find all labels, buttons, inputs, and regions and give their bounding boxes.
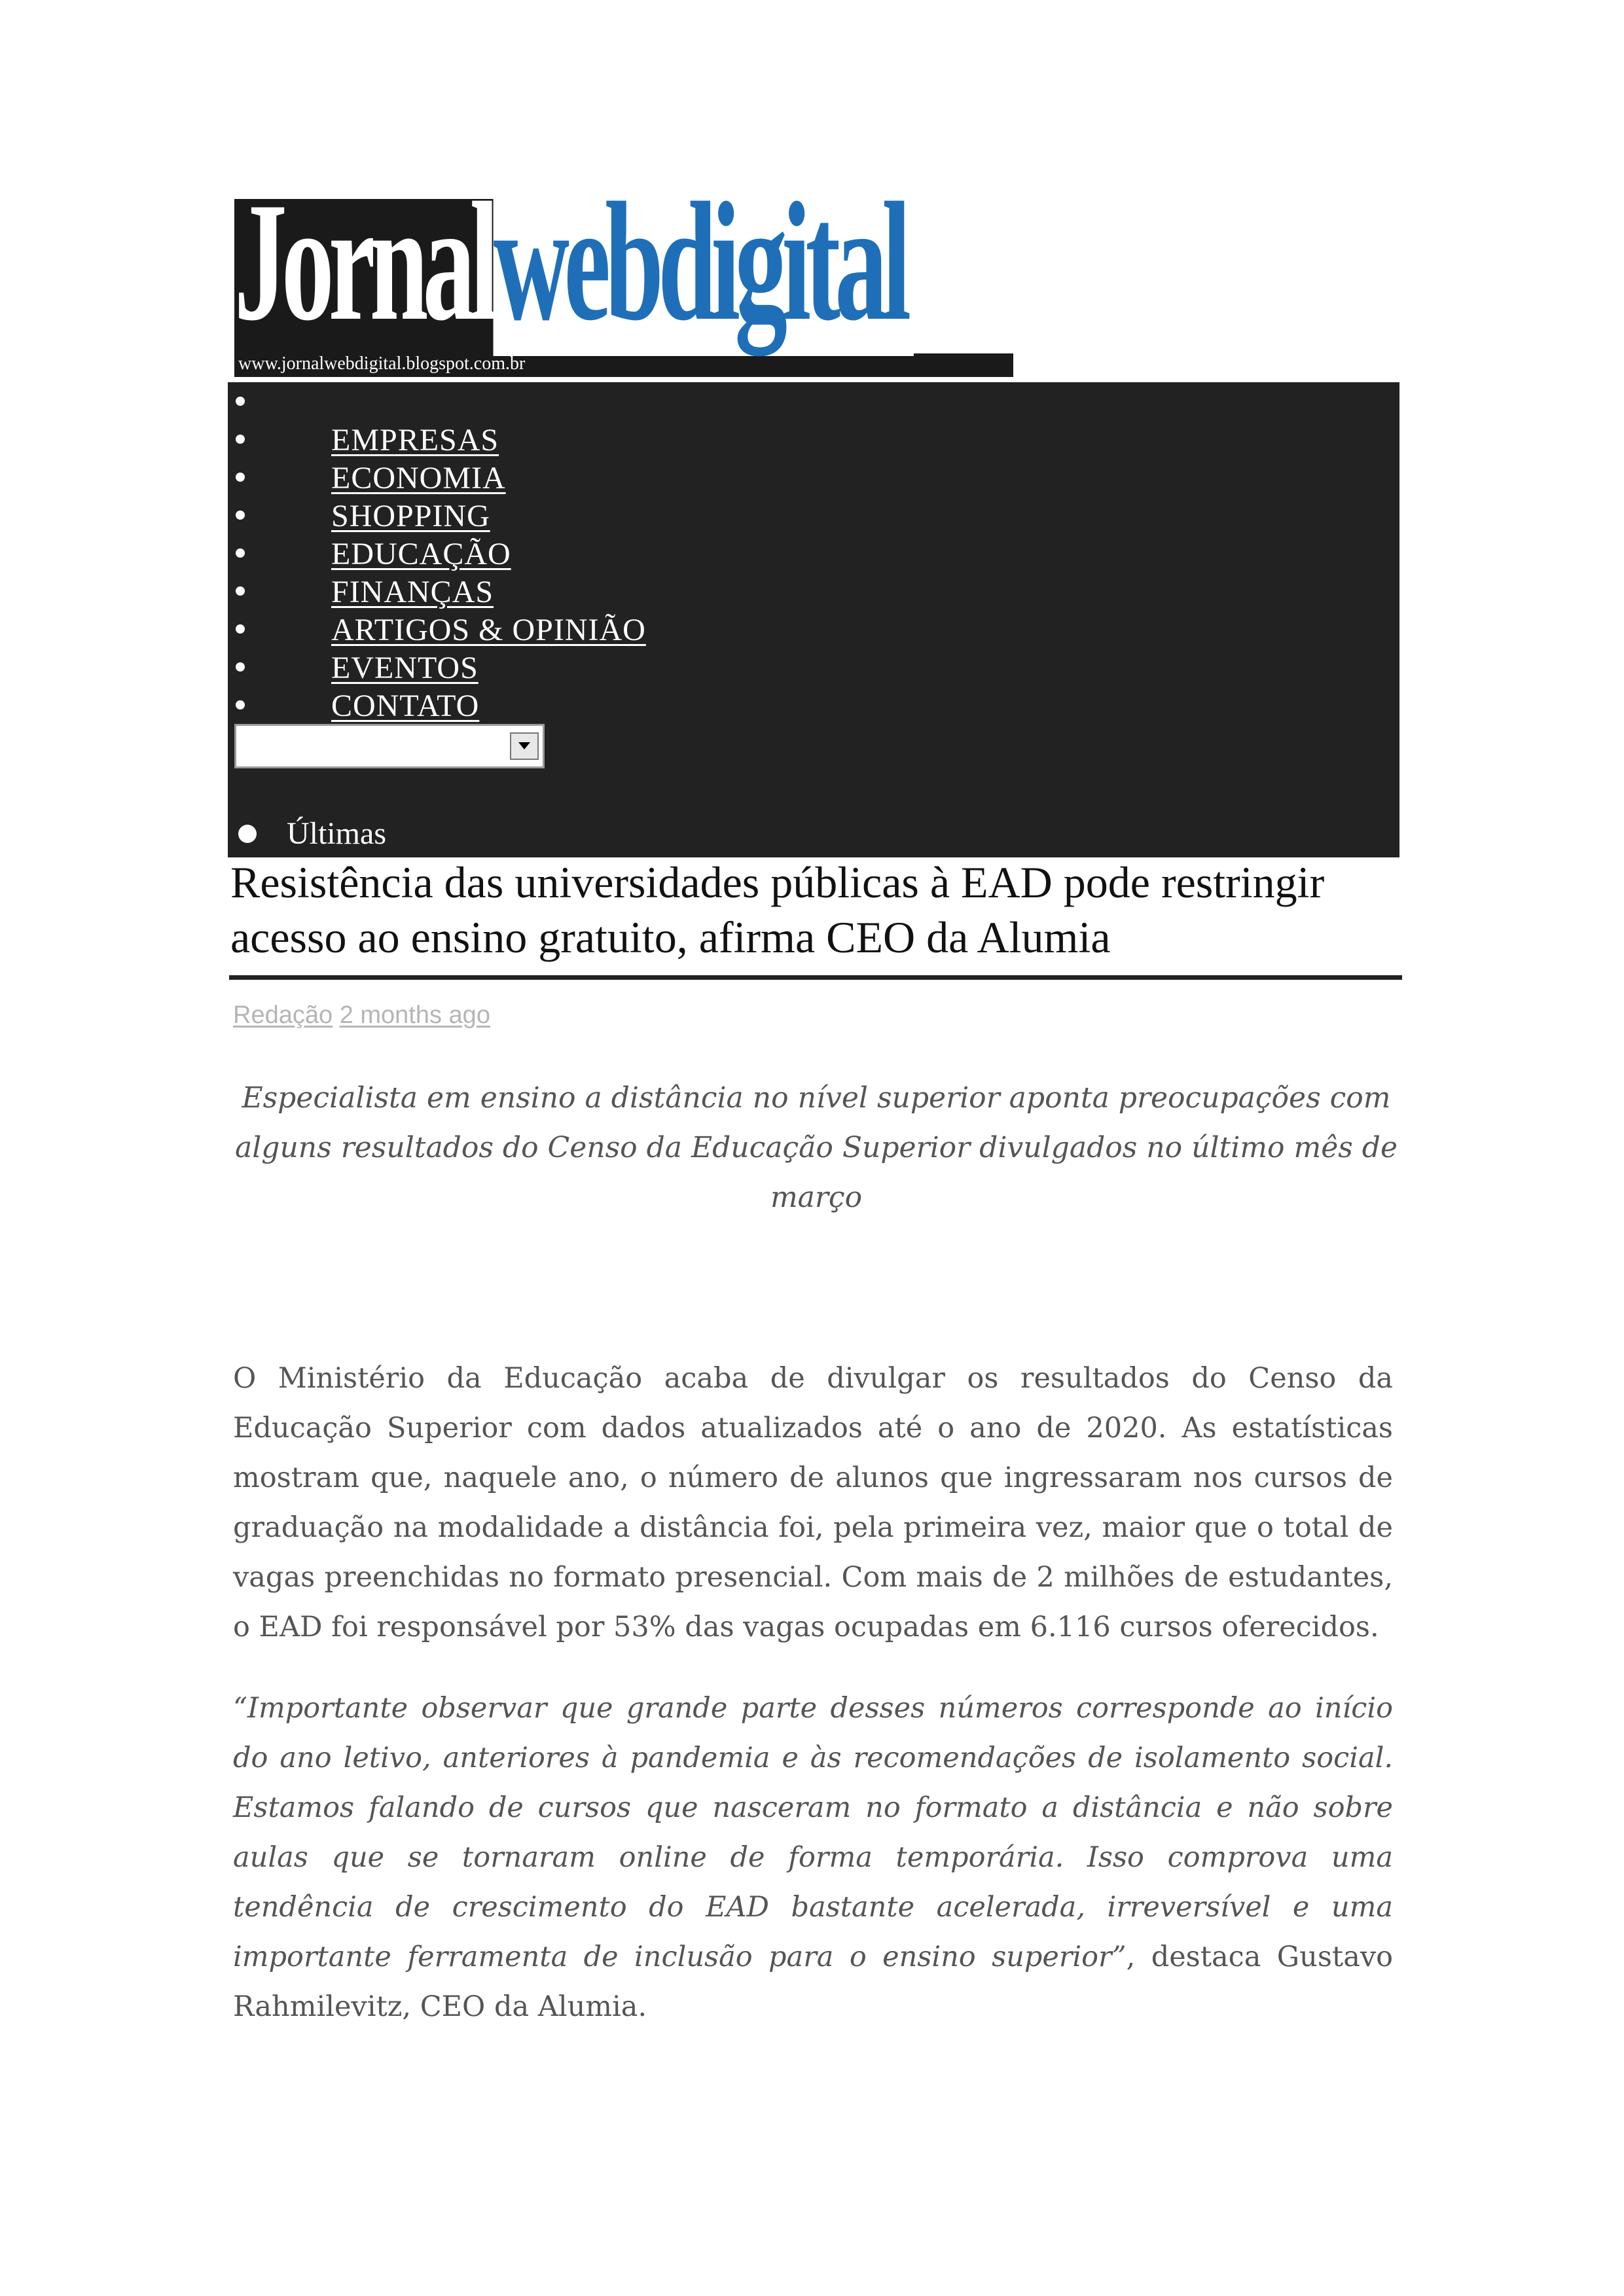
site-logo[interactable] [234,199,1013,377]
bullet-icon [236,662,245,672]
nav-link-economia[interactable]: ECONOMIA [331,461,506,495]
nav-item-shopping [228,496,817,534]
author-link[interactable]: Redação [233,1001,333,1029]
title-divider [229,975,1402,980]
nav-link-empresas[interactable]: EMPRESAS [331,423,499,457]
bullet-icon [236,586,245,596]
nav-link-artigos-opiniao[interactable]: ARTIGOS & OPINIÃO [331,613,646,647]
nav-item-economia [228,458,817,496]
bullet-icon [236,435,245,444]
nav-link-contato[interactable]: CONTATO [331,689,480,723]
bullet-icon [238,825,257,843]
bullet-icon [236,397,245,406]
main-navigation [228,382,1399,857]
article-quote: “Importante observar que grande parte desses números corresponde ao início do ano letivo, anteriores à pandemia e às recomendações de isolamento social. Estamos falando de cursos que nasceram no formato a distância e não sobre aulas que se tornaram online de forma temporária. Isso comprova uma tendência de crescimento do EAD bastante acelerada, irreversível e uma importante ferramenta de inclusão para o ensino superior” [233,1692,1393,1973]
nav-item-empty [228,382,817,420]
logo-word-blue: webdigital [494,199,914,356]
bullet-icon [236,624,245,634]
quote-attribution: , destaca Gustavo Rahmilevitz, CEO da Alumia. [233,1941,1394,2023]
logo-wordmark [234,199,914,356]
nav-link-financas[interactable]: FINANÇAS [331,575,494,609]
logo-word-black: Jornal [234,199,494,356]
nav-link-eventos[interactable]: EVENTOS [331,651,478,685]
nav-item-empresas [228,420,817,458]
chevron-down-icon[interactable] [510,732,539,760]
nav-item-contato [228,686,817,724]
logo-url: www.jornalwebdigital.blogspot.com.br [238,353,526,374]
article-subtitle: Especialista em ensino a distância no nível superior aponta preocupações com alguns resultados do Censo da Educação Superior divulgados no último mês de março [234,1081,1398,1214]
bullet-icon [236,473,245,482]
latest-news-item[interactable] [234,812,627,851]
nav-item-educacao [228,534,817,572]
nav-dropdown-select[interactable] [234,724,545,768]
article-quote-paragraph [233,1683,1393,2032]
nav-item-artigos-opiniao [228,610,817,648]
article-title: Resistência das universidades públicas à EAD pode restringir acesso ao ensino gratuito, afirma CEO da Alumia [230,857,1325,962]
nav-item-financas [228,572,817,610]
latest-news-label: Últimas [287,816,386,851]
nav-link-educacao[interactable]: EDUCAÇÃO [331,537,511,571]
bullet-icon [236,700,245,709]
article-paragraph: O Ministério da Educação acaba de divulgar os resultados do Censo da Educação Superior com dados atualizados até o ano de 2020. As estatísticas mostram que, naquele ano, o número de alunos que ingressaram nos cursos de graduação na modalidade a distância foi, pela primeira vez, maior que o total de vagas preenchidas no formato presencial. Com mais de 2 milhões de estudantes, o EAD foi responsável por 53% das vagas ocupadas em 6.116 cursos oferecidos. [233,1362,1393,1643]
nav-item-eventos [228,648,817,686]
bullet-icon [236,548,245,558]
article-byline [233,1001,490,1030]
bullet-icon [236,511,245,520]
publish-time-link[interactable]: 2 months ago [339,1001,490,1029]
nav-link-shopping[interactable]: SHOPPING [331,499,490,533]
